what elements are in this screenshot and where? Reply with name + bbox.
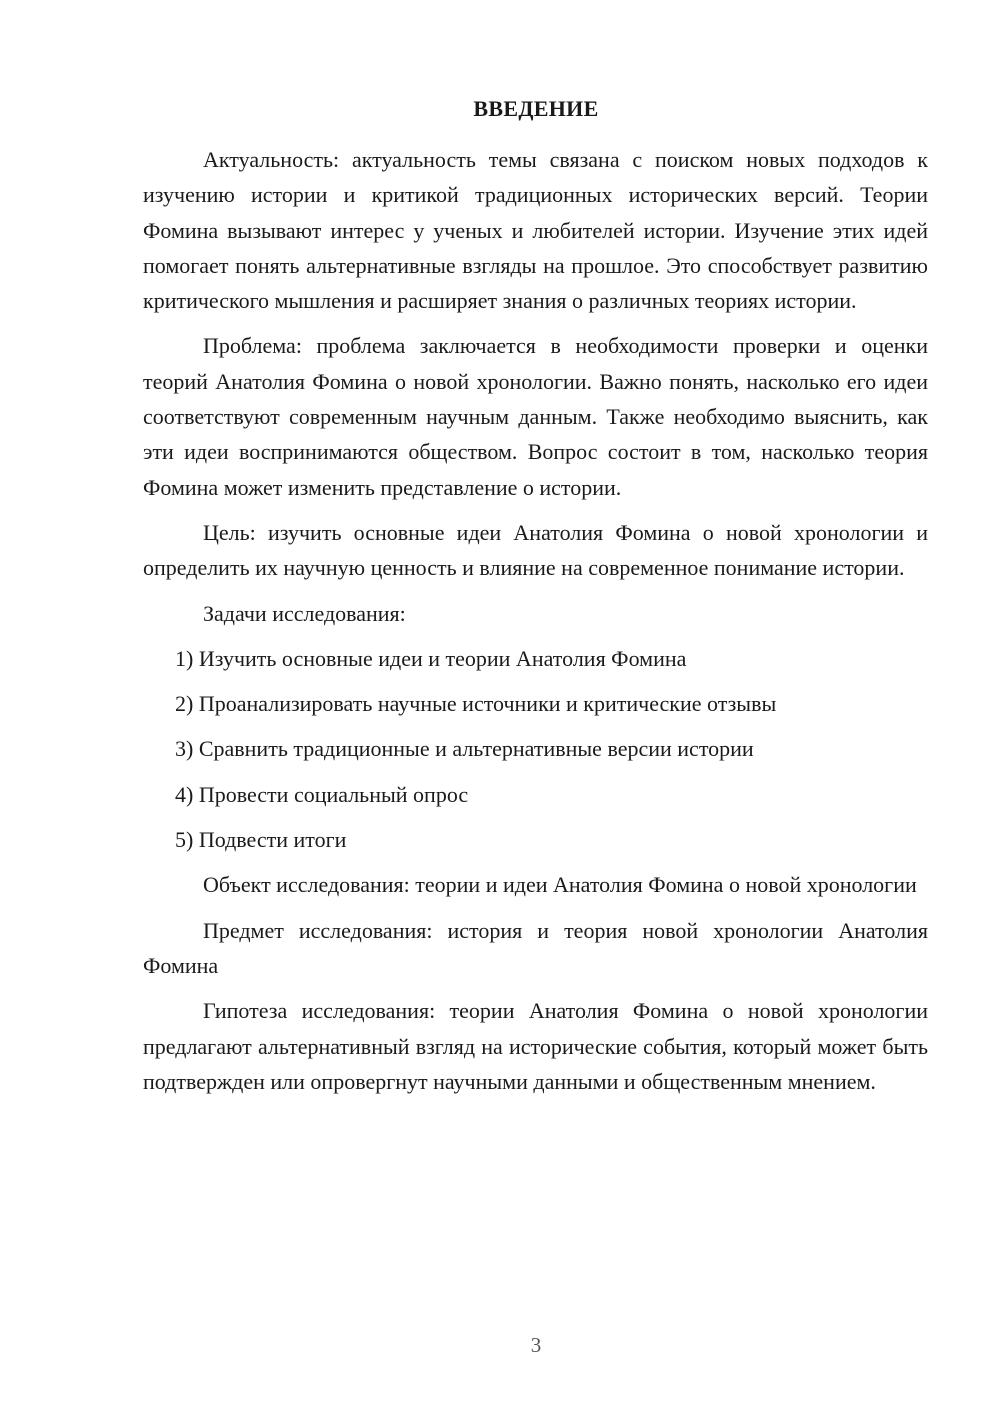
task-item: 5) Подвести итоги <box>175 827 347 853</box>
hypothesis-paragraph: Гипотеза исследования: теории Анатолия Фомина о новой хронологии предлагают альтернативный взгляд на исторические события, который может быть подтвержден или опровергнут научными данными и общественным мнением. <box>143 998 928 1094</box>
page-number: 3 <box>530 1333 542 1357</box>
relevance-paragraph: Актуальность: актуальность темы связана с поиском новых подходов к изучению истории и критикой традиционных исторических версий. Теории Фомина вызывают интерес у ученых и любителей истории. Изучение этих идей помогает понять альтернативные взгляды на прошлое. Это способствует развитию критического мышления и расширяет знания о различных теориях истории. <box>143 147 928 314</box>
task-item: 3) Сравнить традиционные и альтернативные версии истории <box>175 736 754 762</box>
subject-paragraph: Предмет исследования: история и теория новой хронологии Анатолия Фомина <box>143 917 928 978</box>
goal-paragraph: Цель: изучить основные идеи Анатолия Фомина о новой хронологии и определить их научную ценность и влияние на современное понимание истории. <box>143 519 928 581</box>
document-body <box>143 142 928 1109</box>
tasks-heading: Задачи исследования: <box>203 600 406 626</box>
object-paragraph: Объект исследования: теории и идеи Анатолия Фомина о новой хронологии <box>203 872 917 898</box>
task-item: 4) Провести социальный опрос <box>175 781 469 807</box>
task-item: 2) Проанализировать научные источники и критические отзывы <box>175 691 777 717</box>
page-title: ВВЕДЕНИЕ <box>473 96 599 121</box>
task-item: 1) Изучить основные идеи и теории Анатолия Фомина <box>175 645 687 671</box>
problem-paragraph: Проблема: проблема заключается в необходимости проверки и оценки теорий Анатолия Фомина о новой хронологии. Важно понять, насколько его идеи соответствуют современным научным данным. Также необходимо выяснить, как эти идеи воспринимаются обществом. Вопрос состоит в том, насколько теория Фомина может изменить представление о истории. <box>143 333 928 500</box>
